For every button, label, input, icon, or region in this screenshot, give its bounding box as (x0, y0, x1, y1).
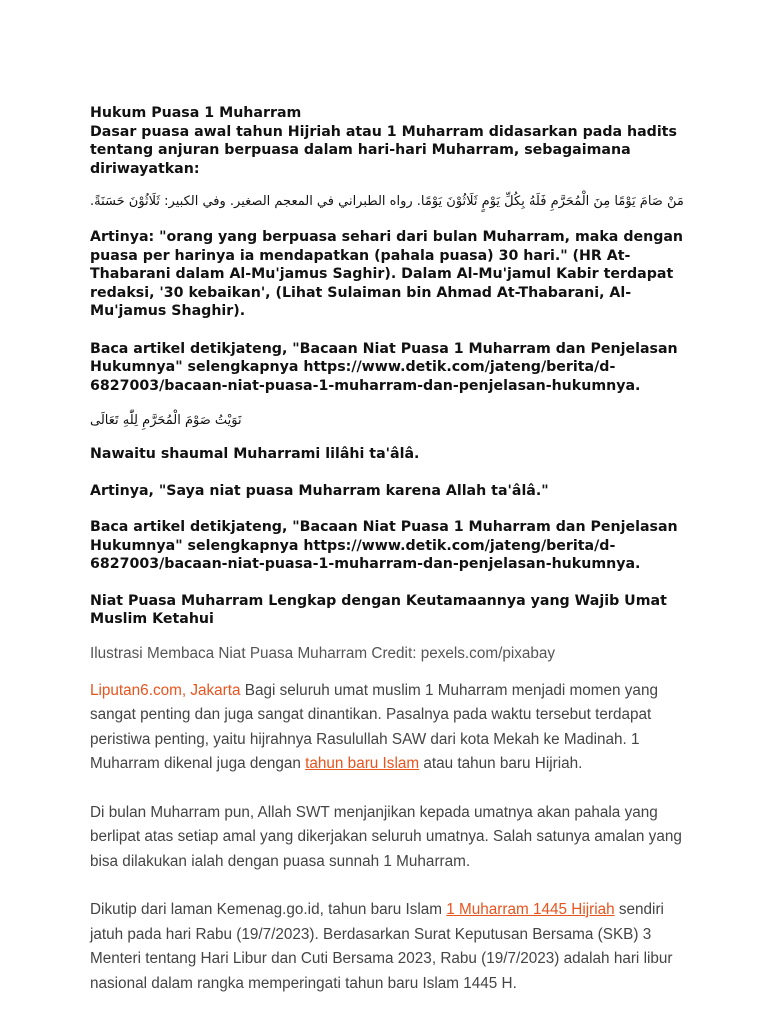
section-heading (90, 104, 690, 178)
read-more-2: Baca artikel detikjateng, "Bacaan Niat Puasa 1 Muharram dan Penjelasan Hukumnya" selengkapnya https://www.detik.com/jateng/berita/d-6827003/bacaan-niat-puasa-1-muharram-dan-penjelasan-hukumnya. (90, 519, 678, 572)
paragraph-1-text-a: Bagi seluruh umat muslim 1 Muharram menjadi momen yang sangat penting dan juga sangat dinantikan. Pasalnya pada waktu tersebut terdapat peristiwa penting, yaitu hijrahnya Rasulullah SAW dari kota Mekah ke Madinah. 1 Muharram dikenal juga dengan (90, 681, 658, 772)
hadith-meaning: Artinya: "orang yang berpuasa sehari dari bulan Muharram, maka dengan puasa per harinya ia mendapatkan (pahala puasa) 30 hari." (HR At-Thabarani dalam Al-Mu'jamus Saghir). Dalam Al-Mu'jamul Kabir terdapat redaksi, '30 kebaikan', (Lihat Sulaiman bin Ahmad At-Thabarani, Al-Mu'jamus Shaghir). (90, 229, 684, 319)
niat-arabic: نَوَيْتُ صَوْمَ الْمُحَرَّمِ لِلّٰهِ تَعَالَى (90, 413, 242, 428)
niat-latin: Nawaitu shaumal Muharrami lilâhi ta'âlâ. (90, 446, 420, 462)
paragraph-1 (90, 679, 690, 777)
read-more-1: Baca artikel detikjateng, "Bacaan Niat Puasa 1 Muharram dan Penjelasan Hukumnya" selengkapnya https://www.detik.com/jateng/berita/d-6827003/bacaan-niat-puasa-1-muharram-dan-penjelasan-hukumnya. (90, 340, 678, 394)
hadith-arabic: مَنْ صَامَ يَوْمًا مِنَ الْمُحَرَّمِ فَلَهُ بِكُلِّ يَوْمٍ ثَلَاثُوْنَ يَوْمًا. رواه الطبراني في المعجم الصغير. وفي الكبير: ثَلَاثُوْنَ حَسَنَةً. (90, 194, 684, 209)
article-page (90, 104, 690, 996)
source-link[interactable]: Liputan6.com, Jakarta (90, 681, 241, 699)
niat-meaning: Artinya, "Saya niat puasa Muharram karena Allah ta'âlâ." (90, 482, 549, 499)
tahun-baru-islam-link[interactable]: tahun baru Islam (305, 755, 420, 772)
heading-title: Hukum Puasa 1 Muharram (90, 105, 302, 121)
subheading: Niat Puasa Muharram Lengkap dengan Keutamaannya yang Wajib Umat Muslim Ketahui (90, 592, 667, 627)
paragraph-1-text-b: atau tahun baru Hijriah. (419, 755, 583, 772)
paragraph-3-text-b: sendiri jatuh pada hari Rabu (19/7/2023). Berdasarkan Surat Keputusan Bersama (SKB) 3 Menteri tentang Hari Libur dan Cuti Bersama 2023, Rabu (19/7/2023) adalah hari libur nasional dalam rangka memperingati tahun baru Islam 1445 H. (90, 901, 673, 992)
paragraph-2: Di bulan Muharram pun, Allah SWT menjanjikan kepada umatnya akan pahala yang berlipat atas setiap amal yang dikerjakan seluruh umatnya. Salah satunya amalan yang bisa dilakukan ialah dengan puasa sunnah 1 Muharram. (90, 803, 682, 870)
paragraph-3 (90, 898, 690, 996)
paragraph-3-text-a: Dikutip dari laman Kemenag.go.id, tahun baru Islam (90, 901, 447, 918)
image-caption: Ilustrasi Membaca Niat Puasa Muharram Credit: pexels.com/pixabay (90, 644, 556, 662)
intro-text: Dasar puasa awal tahun Hijriah atau 1 Muharram didasarkan pada hadits tentang anjuran berpuasa dalam hari-hari Muharram, sebagaimana diriwayatkan: (90, 123, 677, 177)
muharram-1445-link[interactable]: 1 Muharram 1445 Hijriah (446, 901, 615, 918)
